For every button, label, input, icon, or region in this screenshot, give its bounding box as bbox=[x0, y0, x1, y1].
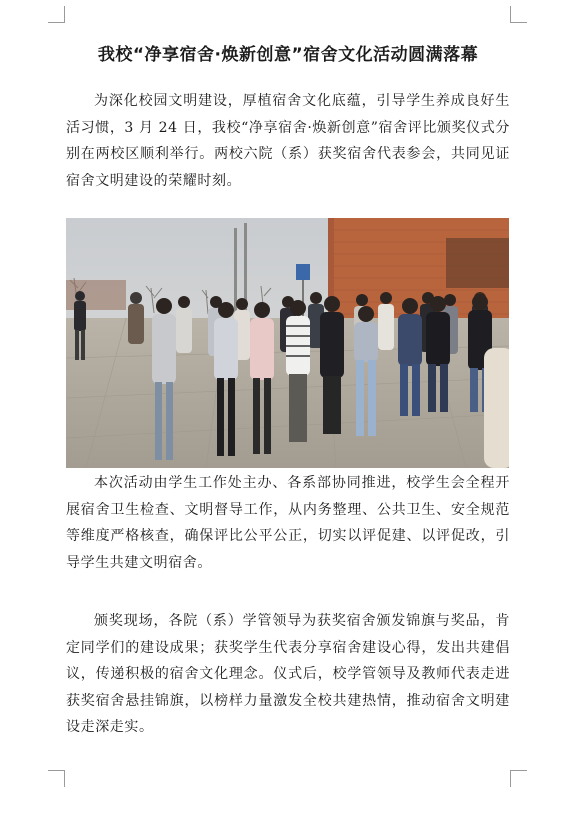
crop-mark-bottom-left bbox=[48, 770, 65, 787]
article-title: 我校“净享宿舍·焕新创意”宿舍文化活动圆满落幕 bbox=[97, 45, 479, 65]
crop-mark-top-left bbox=[48, 6, 65, 23]
event-photo bbox=[66, 218, 509, 468]
paragraph-ceremony: 颁奖现场，各院（系）学管领导为获奖宿舍颁发锦旗与奖品，肯定同学们的建设成果；获奖学生代表分享宿舍建设心得，发出共建倡议，传递积极的宿舍文化理念。仪式后，校学管领导及教师代表走进获奖宿舍悬挂锦旗，以榜样力量激发全校共建热情，推动宿舍文明建设走深走实。 bbox=[66, 613, 510, 735]
paragraph-organization: 本次活动由学生工作处主办、各系部协同推进，校学生会全程开展宿舍卫生检查、文明督导工作，从内务整理、公共卫生、安全规范等维度严格核查，确保评比公平公正，切实以评促建、以评促改，引导学生共建文明宿舍。 bbox=[66, 475, 510, 571]
crop-mark-bottom-right bbox=[510, 770, 527, 787]
crop-mark-top-right bbox=[510, 6, 527, 23]
paragraph-intro: 为深化校园文明建设，厚植宿舍文化底蕴，引导学生养成良好生活习惯，3 月 24 日，我校“净享宿舍·焕新创意”宿舍评比颁奖仪式分别在两校区顺利举行。两校六院（系）获奖宿舍代表参会，共同见证宿舍文明建设的荣耀时刻。 bbox=[66, 93, 510, 189]
